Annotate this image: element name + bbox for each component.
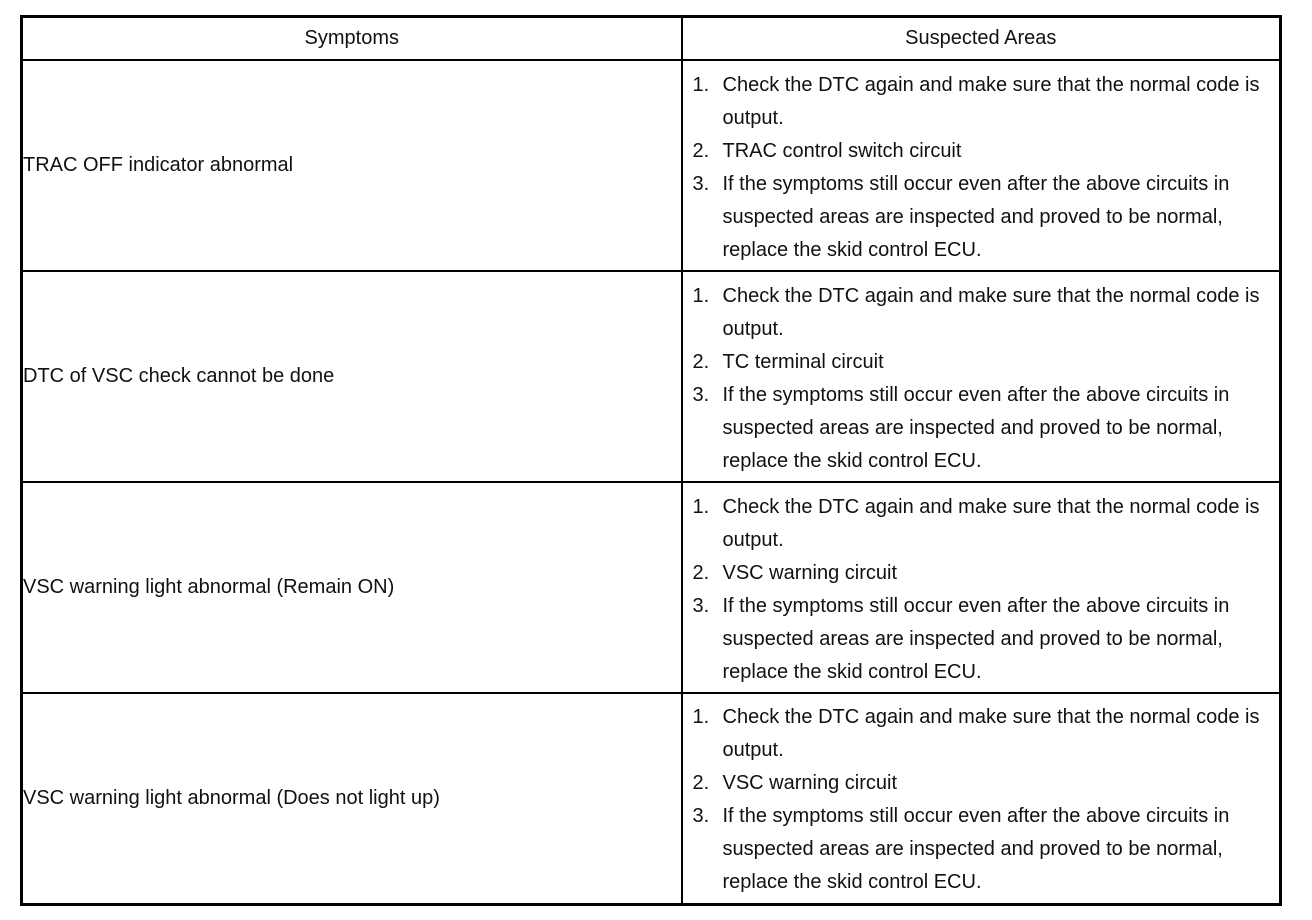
step-number: 3. — [692, 383, 710, 406]
suspected-areas-cell — [682, 60, 1281, 271]
step-number: 1. — [692, 706, 710, 729]
step-text: If the symptoms still occur even after the above circuits in suspected areas are inspected and proved to be normal, replace the skid control ECU. — [722, 594, 1230, 683]
step-number: 3. — [692, 805, 710, 828]
step-number: 2. — [692, 772, 710, 795]
steps-list — [683, 65, 1280, 267]
symptom-cell: VSC warning light abnormal (Remain ON) — [22, 482, 682, 693]
steps-list — [683, 487, 1280, 689]
step-text: If the symptoms still occur even after the above circuits in suspected areas are inspected and proved to be normal, replace the skid control ECU. — [722, 383, 1230, 472]
symptom-cell: VSC warning light abnormal (Does not light up) — [22, 693, 682, 904]
table-header — [22, 17, 1281, 61]
step-text: VSC warning circuit — [722, 772, 898, 795]
step-text: TC terminal circuit — [722, 350, 884, 373]
table-row — [22, 60, 1281, 271]
list-item — [693, 168, 1266, 267]
step-text: VSC warning circuit — [722, 561, 898, 584]
table-row — [22, 271, 1281, 482]
list-item — [693, 590, 1266, 689]
list-item — [693, 69, 1266, 135]
step-text: Check the DTC again and make sure that the normal code is output. — [722, 73, 1260, 129]
step-number: 3. — [692, 594, 710, 617]
table-body — [22, 60, 1281, 904]
table-row — [22, 482, 1281, 693]
list-item — [693, 346, 1266, 379]
step-text: Check the DTC again and make sure that the normal code is output. — [722, 284, 1260, 340]
step-text: If the symptoms still occur even after the above circuits in suspected areas are inspected and proved to be normal, replace the skid control ECU. — [722, 172, 1230, 261]
step-number: 2. — [692, 350, 710, 373]
suspected-areas-cell — [682, 482, 1281, 693]
step-text: Check the DTC again and make sure that the normal code is output. — [722, 706, 1260, 762]
list-item — [693, 767, 1266, 800]
list-item — [693, 800, 1266, 899]
list-item — [693, 557, 1266, 590]
list-item — [693, 491, 1266, 557]
list-item — [693, 701, 1266, 767]
list-item — [693, 135, 1266, 168]
step-text: Check the DTC again and make sure that the normal code is output. — [722, 495, 1260, 551]
header-suspected-areas: Suspected Areas — [682, 17, 1281, 61]
suspected-areas-cell — [682, 271, 1281, 482]
header-symptoms: Symptoms — [22, 17, 682, 61]
table-row — [22, 693, 1281, 904]
list-item — [693, 280, 1266, 346]
step-text: If the symptoms still occur even after the above circuits in suspected areas are inspected and proved to be normal, replace the skid control ECU. — [722, 805, 1230, 894]
list-item — [693, 379, 1266, 478]
steps-list — [683, 276, 1280, 478]
step-number: 2. — [692, 139, 710, 162]
step-number: 2. — [692, 561, 710, 584]
symptom-cell: TRAC OFF indicator abnormal — [22, 60, 682, 271]
symptom-cell: DTC of VSC check cannot be done — [22, 271, 682, 482]
step-number: 1. — [692, 495, 710, 518]
step-number: 1. — [692, 284, 710, 307]
step-number: 1. — [692, 73, 710, 96]
step-text: TRAC control switch circuit — [722, 139, 962, 162]
suspected-areas-cell — [682, 693, 1281, 904]
header-row — [22, 17, 1281, 61]
steps-list — [683, 697, 1280, 899]
step-number: 3. — [692, 172, 710, 195]
symptom-table — [20, 15, 1282, 906]
